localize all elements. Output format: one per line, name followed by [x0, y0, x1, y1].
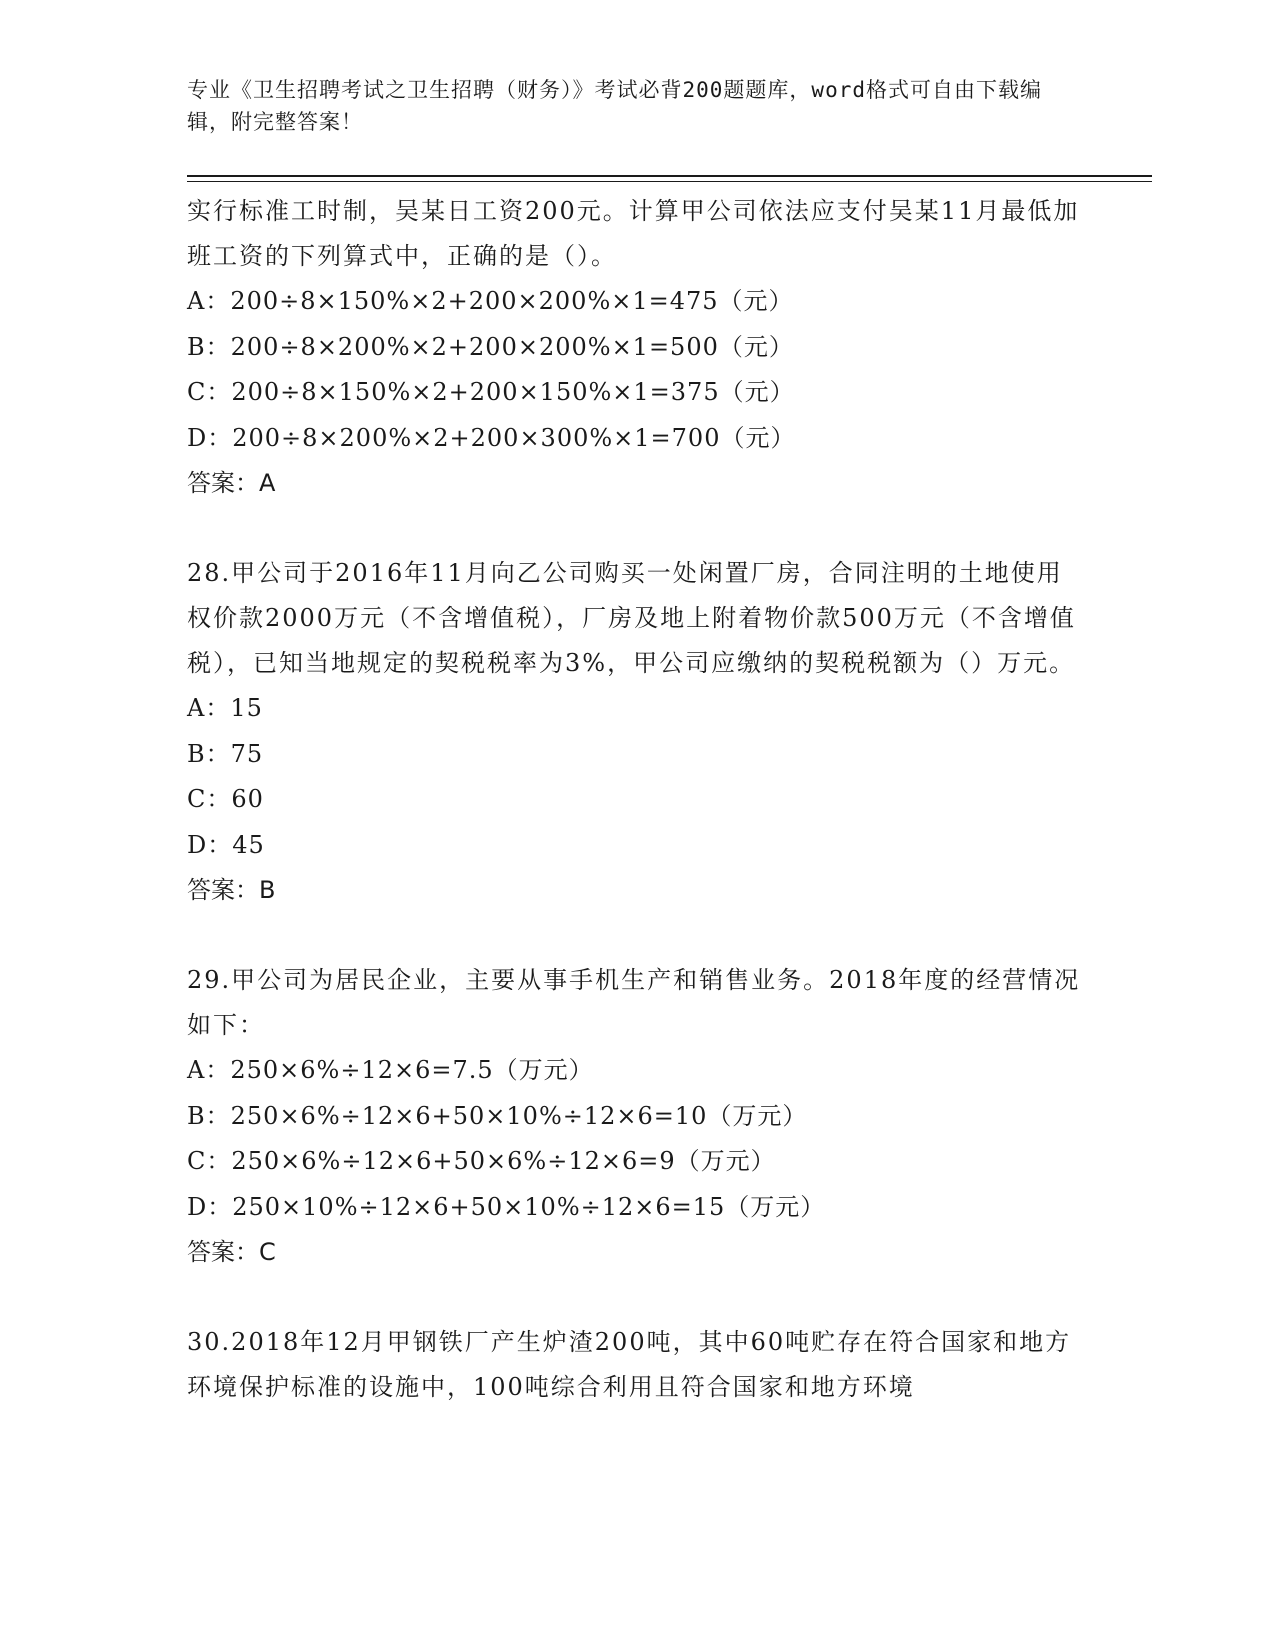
option-d: D：200÷8×200%×2+200×300%×1=700（元） — [187, 423, 796, 452]
question-29 — [187, 958, 1087, 1275]
option-d: D：45 — [187, 830, 265, 859]
spacer — [187, 506, 1087, 551]
option-b: B：200÷8×200%×2+200×200%×1=500（元） — [187, 332, 794, 361]
question-27 — [187, 189, 1087, 506]
answer: 答案：B — [187, 876, 276, 904]
page-header: 专业《卫生招聘考试之卫生招聘（财务）》考试必背200题题库，word格式可自由下载编辑，附完整答案！ — [187, 78, 1042, 134]
header-rule-thick — [187, 175, 1152, 177]
option-b: B：75 — [187, 739, 264, 768]
option-a: A：200÷8×150%×2+200×200%×1=475（元） — [187, 287, 794, 315]
answer: 答案：C — [187, 1238, 276, 1266]
option-c: C：60 — [187, 785, 264, 813]
question-28 — [187, 551, 1087, 913]
spacer — [187, 913, 1087, 958]
option-b: B：250×6%÷12×6+50×10%÷12×6=10（万元） — [187, 1101, 808, 1130]
spacer — [187, 1275, 1087, 1320]
question-stem: 28.甲公司于2016年11月向乙公司购买一处闲置厂房，合同注明的土地使用权价款2000万元（不含增值税），厂房及地上附着物价款500万元（不含增值税），已知当地规定的契税税率为3%，甲公司应缴纳的契税税额为（）万元。 — [187, 559, 1076, 677]
question-stem: 30.2018年12月甲钢铁厂产生炉渣200吨，其中60吨贮存在符合国家和地方环境保护标准的设施中，100吨综合利用且符合国家和地方环境 — [187, 1328, 1072, 1401]
question-stem: 实行标准工时制，吴某日工资200元。计算甲公司依法应支付吴某11月最低加班工资的下列算式中，正确的是（）。 — [187, 197, 1080, 270]
header-rule-thin — [187, 181, 1152, 182]
option-a: A：15 — [187, 694, 263, 722]
option-a: A：250×6%÷12×6=7.5（万元） — [187, 1056, 594, 1084]
option-c: C：250×6%÷12×6+50×6%÷12×6=9（万元） — [187, 1147, 776, 1175]
answer: 答案：A — [187, 469, 276, 497]
question-list — [187, 189, 1087, 1410]
option-d: D：250×10%÷12×6+50×10%÷12×6=15（万元） — [187, 1192, 826, 1221]
question-30 — [187, 1320, 1087, 1410]
option-c: C：200÷8×150%×2+200×150%×1=375（元） — [187, 378, 795, 406]
question-stem: 29.甲公司为居民企业，主要从事手机生产和销售业务。2018年度的经营情况如下： — [187, 966, 1081, 1039]
